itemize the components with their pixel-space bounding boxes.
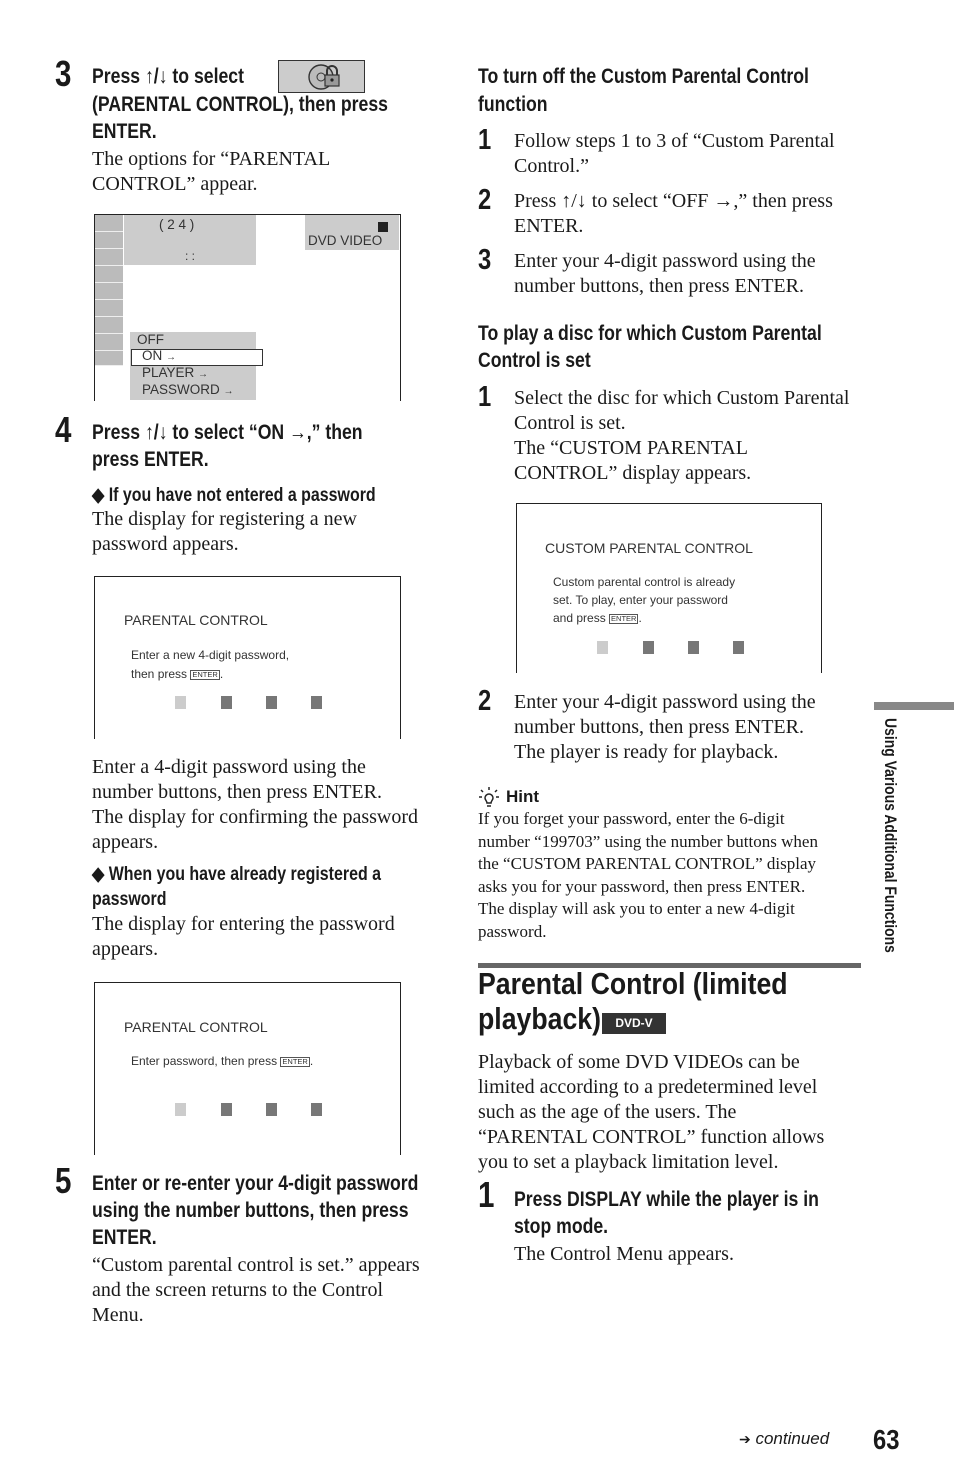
step-heading-line: press ENTER. <box>92 448 209 471</box>
screen-title: CUSTOM PARENTAL CONTROL <box>545 540 753 556</box>
case-description: appears. <box>92 938 159 960</box>
chapter-tab-bar <box>874 702 954 710</box>
case-description: The display for entering the password <box>92 913 395 935</box>
parental-control-lock-icon <box>278 60 365 93</box>
page-number: 63 <box>873 1424 900 1455</box>
screen-message: set. To play, enter your password <box>553 593 728 607</box>
section-title: playback) <box>478 1001 601 1036</box>
custom-parental-control-screen <box>516 503 822 673</box>
track-number: ( 2 4 ) <box>159 217 195 232</box>
continued-label: ➔ continued <box>739 1429 830 1448</box>
step-description: CONTROL” appear. <box>92 173 258 195</box>
screen-message: Enter password, then press ENTER . <box>131 1054 314 1068</box>
screen-title: PARENTAL CONTROL <box>124 1019 268 1035</box>
enter-key-icon: ENTER <box>611 614 637 623</box>
step-description: The options for “PARENTAL <box>92 148 331 170</box>
case-description: password appears. <box>92 533 239 555</box>
subsection-heading: function <box>478 93 548 116</box>
stop-icon <box>378 222 388 232</box>
step-heading-line: Press ↑/↓ to select <box>92 65 244 88</box>
dvd-v-badge: DVD-V <box>602 1013 666 1034</box>
option-off[interactable]: OFF <box>137 332 164 347</box>
enter-key-icon: ENTER <box>282 1057 308 1066</box>
new-password-screen <box>94 576 401 739</box>
option-on[interactable]: ON → <box>142 348 177 363</box>
time-display: : : <box>185 249 196 263</box>
step-number: 1 <box>478 124 492 156</box>
password-dots <box>597 641 757 655</box>
step-number: 3 <box>55 53 72 94</box>
step-number: 3 <box>478 244 492 276</box>
step-number: 2 <box>478 685 492 717</box>
case-heading: ◆ If you have not entered a password <box>92 485 376 506</box>
option-password[interactable]: PASSWORD → <box>142 382 234 397</box>
password-dots <box>175 1103 335 1117</box>
case-heading: ◆ When you have already registered a <box>92 864 382 885</box>
step-heading-line: ENTER. <box>92 120 157 143</box>
option-player[interactable]: PLAYER → <box>142 365 209 380</box>
step-heading-line: (PARENTAL CONTROL), then press <box>92 93 388 116</box>
case-description: The display for registering a new <box>92 508 357 530</box>
enter-key-icon: ENTER <box>192 670 218 679</box>
step-heading-line: ENTER. <box>92 1226 157 1249</box>
step-number: 2 <box>478 184 492 216</box>
disc-type: DVD VIDEO <box>308 233 383 248</box>
control-menu-screen <box>94 214 401 401</box>
section-title: Parental Control (limited <box>478 966 788 1001</box>
arrow-right-icon: ➔ <box>739 1431 751 1447</box>
step-heading-line: using the number buttons, then press <box>92 1199 409 1222</box>
step-heading-line: stop mode. <box>514 1215 609 1238</box>
subsection-heading: To turn off the Custom Parental Control <box>478 65 809 88</box>
screen-message: Enter a new 4-digit password, <box>131 648 290 662</box>
screen-message: then press ENTER . <box>131 667 224 681</box>
subsection-heading: To play a disc for which Custom Parental <box>478 322 822 345</box>
subsection-heading: Control is set <box>478 349 591 372</box>
screen-message: Custom parental control is already <box>553 575 736 589</box>
step-heading-line: Enter or re-enter your 4-digit password <box>92 1172 419 1195</box>
step-number: 4 <box>55 409 72 450</box>
password-dots <box>175 696 335 710</box>
case-heading: password <box>92 889 167 910</box>
step-heading-line: Press DISPLAY while the player is in <box>514 1188 819 1211</box>
enter-password-screen <box>94 982 401 1155</box>
screen-title: PARENTAL CONTROL <box>124 612 268 628</box>
step-description: The Control Menu appears. <box>514 1243 734 1265</box>
step-number: 1 <box>478 381 492 413</box>
step-number: 1 <box>478 1174 495 1215</box>
step-heading-line: Press ↑/↓ to select “ON →,” then <box>92 421 363 444</box>
step-number: 5 <box>55 1160 72 1201</box>
screen-message: and press ENTER . <box>553 611 642 625</box>
hint-label: Hint <box>506 787 540 806</box>
